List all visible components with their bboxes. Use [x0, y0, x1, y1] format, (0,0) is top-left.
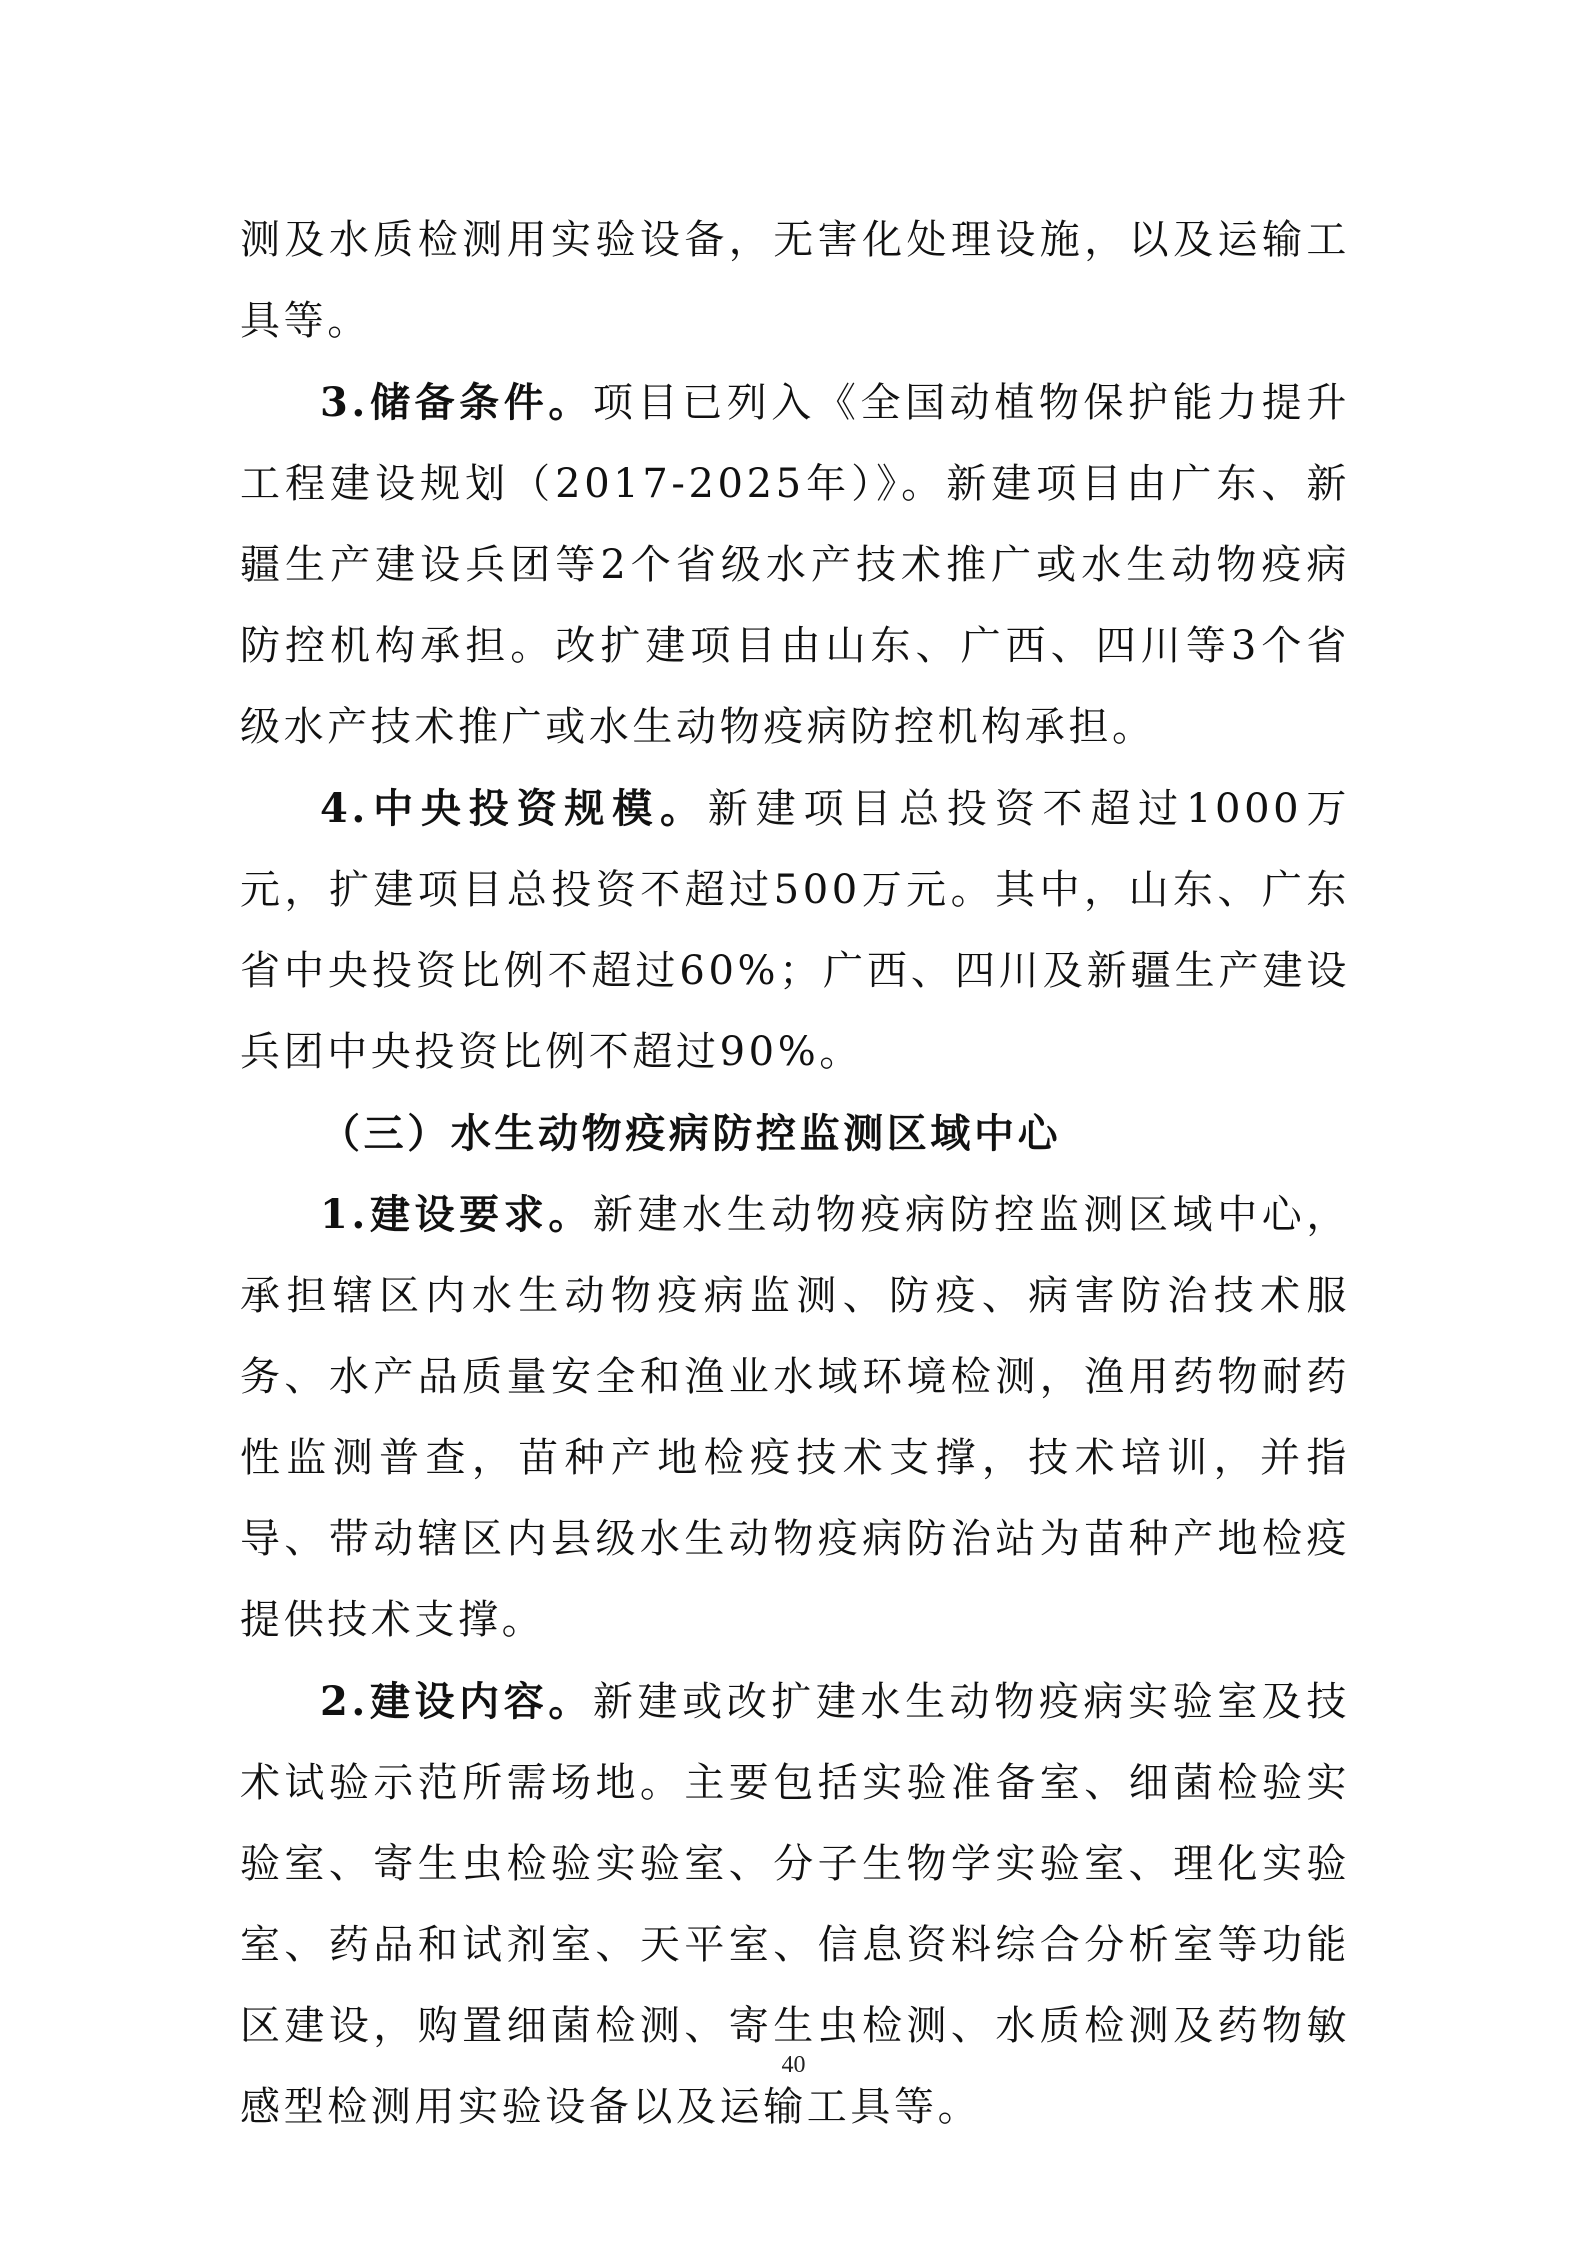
paragraph-text: 新建或改扩建水生动物疫病实验室及技术试验示范所需场地。主要包括实验准备室、细菌检验实验室、寄生虫检验实验室、分子生物学实验室、理化实验室、药品和试剂室、天平室、信息资料综合分析室等功能区建设，购置细菌检测、寄生虫检测、水质检测及药物敏感型检测用实验设备以及运输工具等。: [240, 1679, 1350, 2130]
section-heading: （三）水生动物疫病防控监测区域中心: [320, 1110, 1062, 1157]
paragraph-lead: 4.中央投资规模。: [320, 785, 708, 832]
paragraph-text: 测及水质检测用实验设备，无害化处理设施，以及运输工具等。: [240, 217, 1350, 344]
paragraph-lead: 3.储备条件。: [320, 379, 593, 426]
paragraph-reserve-conditions: [240, 362, 1350, 768]
paragraph-text: 项目已列入《全国动植物保护能力提升工程建设规划（2017-2025年）》。新建项目由广东、新疆生产建设兵团等2个省级水产技术推广或水生动物疫病防控机构承担。改扩建项目由山东、广西、四川等3个省级水产技术推广或水生动物疫病防控机构承担。: [240, 380, 1350, 750]
document-body: [240, 200, 1350, 2148]
paragraph-text: 新建水生动物疫病防控监测区域中心，承担辖区内水生动物疫病监测、防疫、病害防治技术服务、水产品质量安全和渔业水域环境检测，渔用药物耐药性监测普查，苗种产地检疫技术支撑，技术培训，并指导、带动辖区内县级水生动物疫病防治站为苗种产地检疫提供技术支撑。: [240, 1192, 1350, 1643]
paragraph-continuation: [240, 200, 1350, 362]
paragraph-text: 新建项目总投资不超过1000万元，扩建项目总投资不超过500万元。其中，山东、广东省中央投资比例不超过60%；广西、四川及新疆生产建设兵团中央投资比例不超过90%。: [240, 786, 1350, 1075]
paragraph-lead: 1.建设要求。: [320, 1191, 593, 1238]
page-number: 40: [781, 2052, 806, 2078]
paragraph-construction-requirements: [240, 1174, 1350, 1661]
paragraph-lead: 2.建设内容。: [320, 1678, 593, 1725]
paragraph-investment-scale: [240, 768, 1350, 1093]
